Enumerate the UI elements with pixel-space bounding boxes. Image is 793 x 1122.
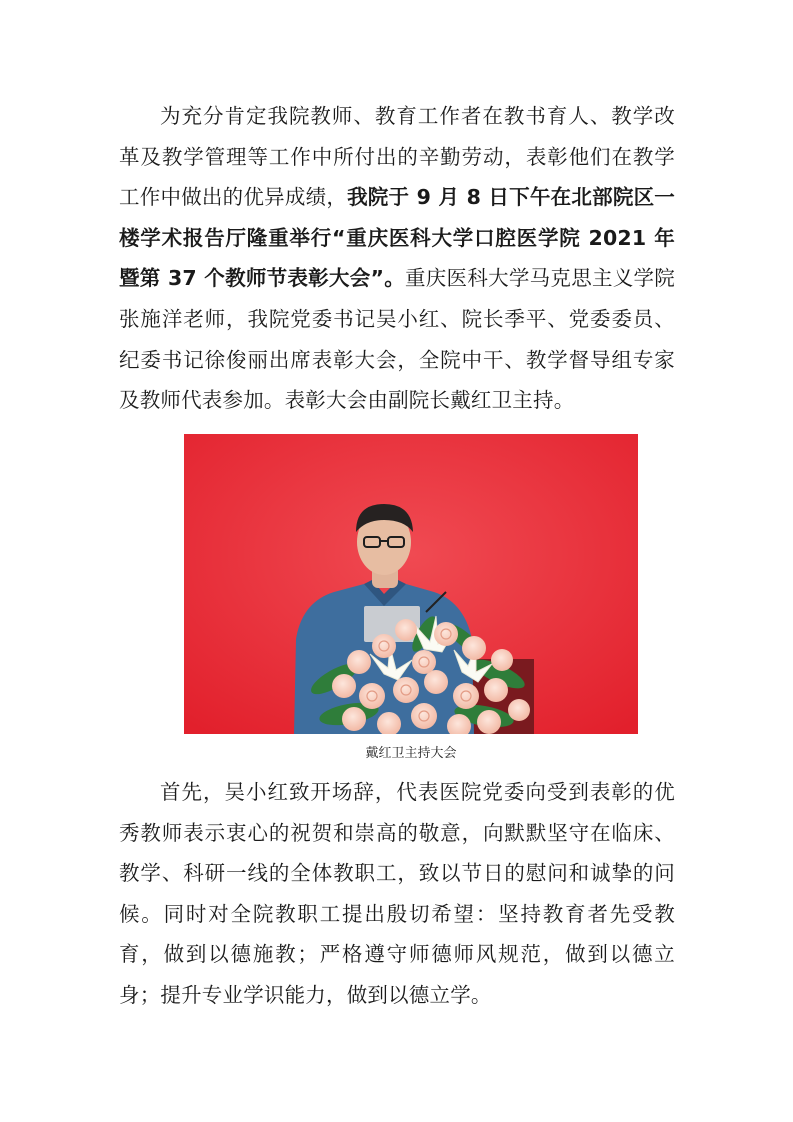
speaker-photo-illustration — [184, 434, 638, 734]
intro-paragraph — [119, 96, 675, 421]
speech-paragraph: 首先，吴小红致开场辞，代表医院党委向受到表彰的优秀教师表示衷心的祝贺和崇高的敬意，向默默坚守在临床、教学、科研一线的全体教职工，致以节日的慰问和诚挚的问候。同时对全院教职工提出殷切希望：坚持教育者先受教育，做到以德施教；严格遵守师德师风规范，做到以德立身；提升专业学识能力，做到以德立学。 — [119, 780, 675, 1007]
intro-text-b: 重庆医科大学马克思主义学院张施洋老师，我院党委书记吴小红、院长季平、党委委员、纪委书记徐俊丽出席表彰大会，全院中干、教学督导组专家及教师代表参加。表彰大会由副院长戴红卫主持。 — [119, 266, 675, 413]
event-photo — [184, 434, 638, 734]
photo-caption: 戴红卫主持大会 — [365, 746, 457, 761]
intro-text-a: 为充分肯定我院教师、教育工作者在教书育人、教学改革及教学管理等工作中所付出的辛勤劳动，表彰他们在教学工作中做出的优异成绩， — [119, 104, 675, 210]
intro-text-bold: 我院于 9 月 8 日下午在北部院区一楼学术报告厅隆重举行“重庆医科大学口腔医学院 2021 年暨第 37 个教师节表彰大会”。 — [119, 185, 675, 291]
